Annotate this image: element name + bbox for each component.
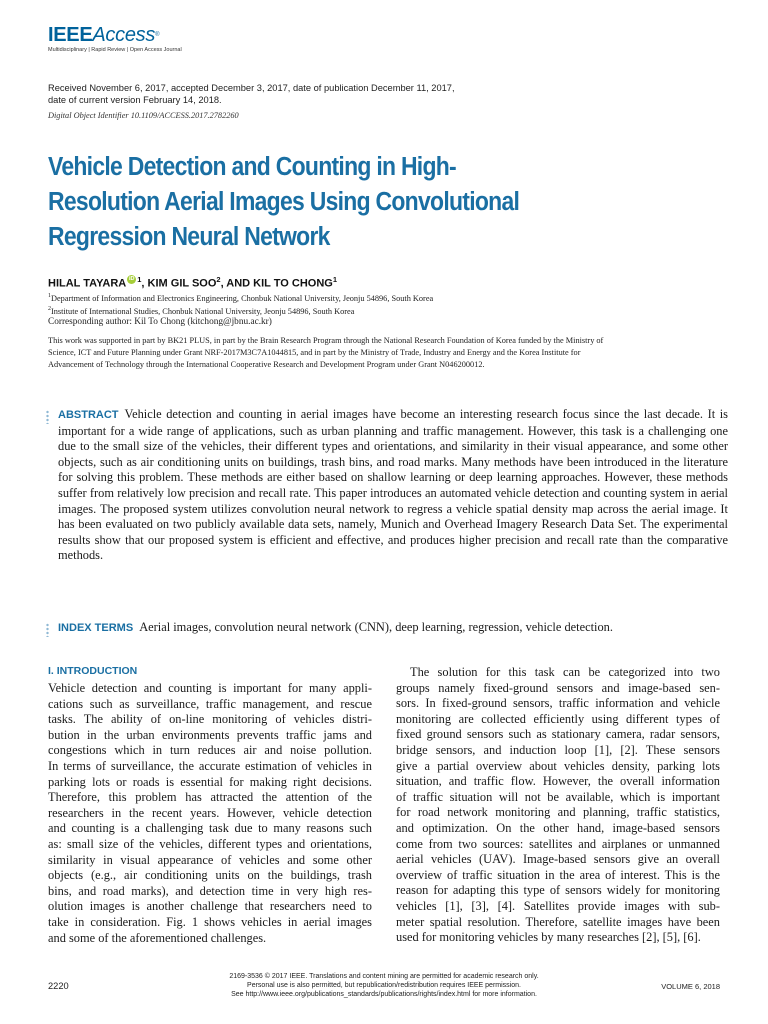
text-line: situation, and traffic flow. However, the overall information: [396, 774, 720, 789]
text-line: used for monitoring vehicles by many researches [2], [5], [6].: [396, 930, 701, 945]
text-line: aerial vehicles (UAV). Image-based sensors give an overall: [396, 852, 720, 867]
index-terms-text: Aerial images, convolution neural network (CNN), deep learning, regression, vehicle detection.: [139, 620, 613, 634]
volume-label: VOLUME 6, 2018: [661, 982, 720, 991]
copyright-notice: 2169-3536 © 2017 IEEE. Translations and content mining are permitted for academic research only. Personal use is also permitted, but republication/redistribution requires IEEE permission. See http://www.ieee.org/publications_standards/publications/rights/index.html for more information.: [229, 973, 539, 998]
text-line: reason for adapting this type of sensors widely for monitoring: [396, 883, 720, 898]
affiliation: $^1$Department of Information and Electronics Engineering, Chonbuk National University, Jeonju 54896, South Korea: [48, 293, 434, 303]
logo-tagline: Multidisciplinary | Rapid Review | Open Access Journal: [48, 47, 182, 53]
text-line: of traffic situation will not be available, which is important: [396, 789, 720, 804]
text-line: for road network monitoring and planning, traffic statistics,: [396, 805, 720, 820]
abstract-text: Vehicle detection and counting in aerial images have become an interesting research focus since the last decade. It is important for a wide range of applications, such as urban planning and traffic management. However, this task is a challenging one due to the small size of the vehicles, their different types and orientations, and similarity in their visual appearance, and some other objects, such as air conditioning units on buildings, trash bins, and road marks. Many methods have been introduced in the literature for solving this problem. These methods are either based on shallow learning or deep learning approaches. However, these methods suffer from relatively low precision and recall rate. This paper introduces an automated vehicle detection and counting system in aerial images. The proposed system utilizes convolution neural network to regress a vehicle spatial density map across the aerial image. It has been evaluated on two publicly available data sets, namely, Munich and Overhead Imagery Research Data Set. The experimental results show that our proposed system is efficient and effective, and produces higher precision and recall rate than the comparative methods.: [58, 407, 728, 563]
journal-logo: [48, 24, 182, 53]
abstract-label: ABSTRACT: [58, 409, 119, 421]
text-line: tasks. The ability of on-line monitoring of vehicles distri-: [48, 712, 372, 727]
intro-column-right: [396, 665, 720, 946]
intro-column-left: [48, 665, 372, 946]
text-line: bridge sensors, and induction loop [1], [2]. These sensors: [396, 742, 720, 757]
text-line: In terms of surveillance, the accurate estimation of vehicles in: [48, 758, 372, 773]
text-line: give a partial overview about vehicles density, parking lots: [396, 758, 720, 773]
affiliations: [48, 291, 433, 318]
text-line: and some of the aforementioned challenges.: [48, 930, 267, 945]
author-name: HILAL TAYARA: [48, 277, 127, 290]
text-line: Therefore, this problem has attracted the attention of the: [48, 790, 372, 805]
text-line: monitoring are collected efficiently using different types of: [396, 711, 720, 726]
intro-paragraph-left: [48, 681, 372, 946]
funding-note: This work was supported in part by BK21 PLUS, in part by the Brain Research Program through the National Research Foundation of Korea funded by the Ministry of Science, ICT and Future Planning under Grant NRF-2017M3C7A1044815, and in part by the Ministry of Trade, Industry and Energy and the Korea Institute for Advancement of Technology through the International Cooperative Research and Development Program under Grant N046200012.: [48, 336, 604, 370]
text-line: meter spatial resolution. Therefore, satellite images have been: [396, 914, 720, 929]
index-terms-label: INDEX TERMS: [58, 622, 134, 634]
abstract-marker-icon: [46, 410, 49, 424]
text-line: take in consideration. Fig. 1 shows vehicles in aerial images: [48, 914, 372, 929]
publication-history: Received November 6, 2017, accepted December 3, 2017, date of publication December 11, 2017, date of current version February 14, 2018.: [48, 83, 455, 105]
text-line: objects (e.g., air conditioning units on the buildings, trash: [48, 868, 372, 883]
registered-mark-icon: ®: [155, 32, 160, 38]
text-line: bution in the urban environments prevents traffic jams and: [48, 727, 372, 742]
author-name: KIL TO CHONG: [253, 277, 333, 290]
section-heading: I. INTRODUCTION: [48, 665, 138, 677]
text-line: similarity in visual appearance of vehicles and some other: [48, 852, 372, 867]
intro-paragraph-right: [396, 665, 720, 946]
text-line: researchers in the recent years. However, vehicle detection: [48, 805, 372, 820]
text-line: cations such as surveillance, traffic management, and rescue: [48, 696, 372, 711]
paper-title: Vehicle Detection and Counting in High-Resolution Aerial Images Using Convolutional Regression Neural Network: [48, 153, 520, 251]
text-line: vehicles [1], [3], [4]. Satellites provide images with sub-: [396, 898, 720, 913]
index-terms-marker-icon: [46, 623, 49, 637]
corresponding-author: Corresponding author: Kil To Chong (kitchong@jbnu.ac.kr): [48, 317, 272, 327]
text-line: and optimization. On the other hand, image-based sensors: [396, 820, 720, 835]
author-name: KIM GIL SOO: [147, 277, 217, 290]
abstract: [58, 407, 728, 564]
logo-wordmark: IEEEAccess®: [48, 24, 160, 46]
text-line: come from two sources: satellites and airplanes or unmanned: [396, 836, 720, 851]
text-line: fixed ground sensors such as stationary camera, radar sensors,: [396, 727, 720, 742]
author-list: HILAL TAYARA iD $^1$, KIM GIL SOO$^2$, AND KIL TO CHONG$^1$: [48, 275, 337, 290]
text-line: parking lots or roads is essential for making right decisions.: [48, 774, 372, 789]
text-line: sors. In fixed-ground sensors, traffic information and vehicle: [396, 696, 720, 711]
text-line: bins, and road marks), and detection time in very high res-: [48, 883, 372, 898]
orcid-icon[interactable]: iD: [129, 276, 135, 282]
text-line: The solution for this task can be categorized into two: [410, 665, 720, 679]
text-line: and counting is a challenging task due to many reasons such: [48, 821, 372, 836]
text-line: congestions which in turn reduces air and noise pollution.: [48, 743, 372, 758]
text-line: groups namely fixed-ground sensors and image-based sen-: [396, 680, 720, 695]
text-line: overview of traffic situation in the area of interest. This is the: [396, 867, 720, 882]
text-line: as: small size of the vehicles, different types and orientations,: [48, 836, 372, 851]
doi: Digital Object Identifier 10.1109/ACCESS.2017.2782260: [48, 111, 239, 120]
text-line: olution images is another challenge that researchers need to: [48, 899, 372, 914]
text-line: Vehicle detection and counting is important for many appli-: [48, 681, 372, 695]
page-number: 2220: [48, 981, 69, 991]
index-terms: [58, 620, 728, 637]
affiliation: $^2$Institute of International Studies, Chonbuk National University, Jeonju 54896, South Korea: [48, 306, 355, 317]
